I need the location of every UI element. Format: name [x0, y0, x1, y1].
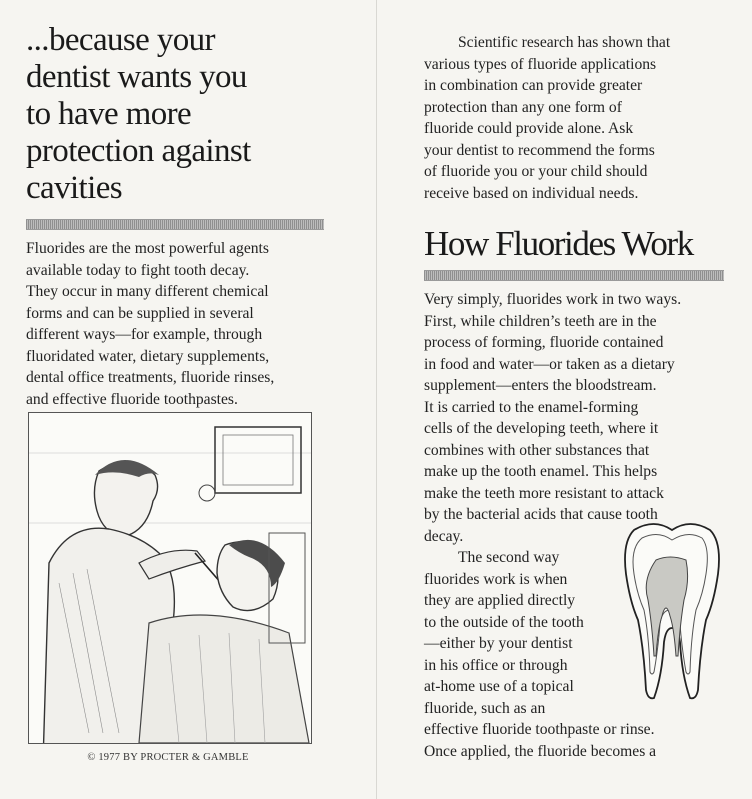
research-line: fluoride could provide alone. Ask: [424, 120, 634, 137]
intro-line: different ways—for example, through: [26, 326, 263, 343]
copyright-notice: © 1977 BY PROCTER & GAMBLE: [87, 752, 249, 763]
section-title: How Fluorides Work: [424, 224, 693, 263]
research-paragraph: [424, 32, 730, 204]
work-line: cells of the developing teeth, where it: [424, 420, 659, 437]
headline-line: to have more: [26, 96, 192, 132]
research-line: receive based on individual needs.: [424, 184, 639, 202]
work-line: Very simply, fluorides work in two ways.: [424, 291, 682, 308]
work-line: It is carried to the enamel-forming: [424, 398, 639, 416]
intro-line: available today to fight tooth decay.: [26, 261, 250, 279]
closing-paragraph: [424, 719, 730, 762]
headline-line: ...because your: [26, 22, 215, 58]
second-way-line: at-home use of a topical: [424, 678, 574, 695]
headline-line: dentist wants you: [26, 59, 247, 95]
research-line: protection than any one form of: [424, 98, 622, 116]
second-way-line: —either by your dentist: [424, 635, 573, 652]
second-way-line: to the outside of the tooth: [424, 613, 584, 631]
page-fold-divider: [376, 0, 377, 799]
work-line: supplement—enters the bloodstream.: [424, 377, 657, 394]
dentist-examining-child-illustration: [28, 412, 312, 744]
research-line: various types of fluoride applications: [424, 55, 657, 73]
work-line: process of forming, fluoride contained: [424, 334, 664, 351]
second-way-line: fluorides work is when: [424, 570, 568, 588]
tooth-cross-section-icon: [620, 520, 722, 702]
work-line: in food and water—or taken as a dietary: [424, 355, 675, 373]
intro-line: They occur in many different chemical: [26, 283, 269, 300]
intro-paragraph: [26, 238, 326, 410]
research-line: your dentist to recommend the forms: [424, 141, 655, 159]
intro-line: fluoridated water, dietary supplements,: [26, 347, 270, 365]
intro-line: Fluorides are the most powerful agents: [26, 240, 269, 257]
tooth-drawing: [620, 520, 722, 702]
intro-line: dental office treatments, fluoride rinses,: [26, 369, 275, 386]
research-line: in combination can provide greater: [424, 77, 643, 94]
work-line: by the bacterial acids that cause tooth: [424, 506, 658, 523]
left-panel: [26, 22, 326, 410]
work-line: combines with other substances that: [424, 441, 650, 459]
second-way-line: they are applied directly: [424, 592, 576, 609]
work-line: make the teeth more resistant to attack: [424, 484, 664, 502]
how-it-works-paragraph: [424, 289, 730, 547]
headline: [26, 22, 326, 207]
research-line: Scientific research has shown that: [458, 34, 671, 51]
research-line: of fluoride you or your child should: [424, 163, 648, 180]
second-way-paragraph: [424, 547, 620, 719]
illustration-drawing: [29, 413, 311, 743]
work-line: First, while children’s teeth are in the: [424, 312, 657, 330]
second-way-line: fluoride, such as an: [424, 699, 546, 717]
closing-line: Once applied, the fluoride becomes a: [424, 742, 657, 760]
headline-line: cavities: [26, 170, 122, 206]
second-way-line: in his office or through: [424, 656, 568, 674]
intro-line: and effective fluoride toothpastes.: [26, 390, 238, 408]
work-line: decay.: [424, 527, 464, 545]
section-rule: [424, 270, 724, 281]
intro-line: forms and can be supplied in several: [26, 304, 254, 322]
work-line: make up the tooth enamel. This helps: [424, 463, 658, 480]
headline-line: protection against: [26, 133, 251, 169]
headline-rule: [26, 219, 324, 230]
closing-line: effective fluoride toothpaste or rinse.: [424, 721, 655, 738]
second-way-line: The second way: [458, 549, 560, 566]
